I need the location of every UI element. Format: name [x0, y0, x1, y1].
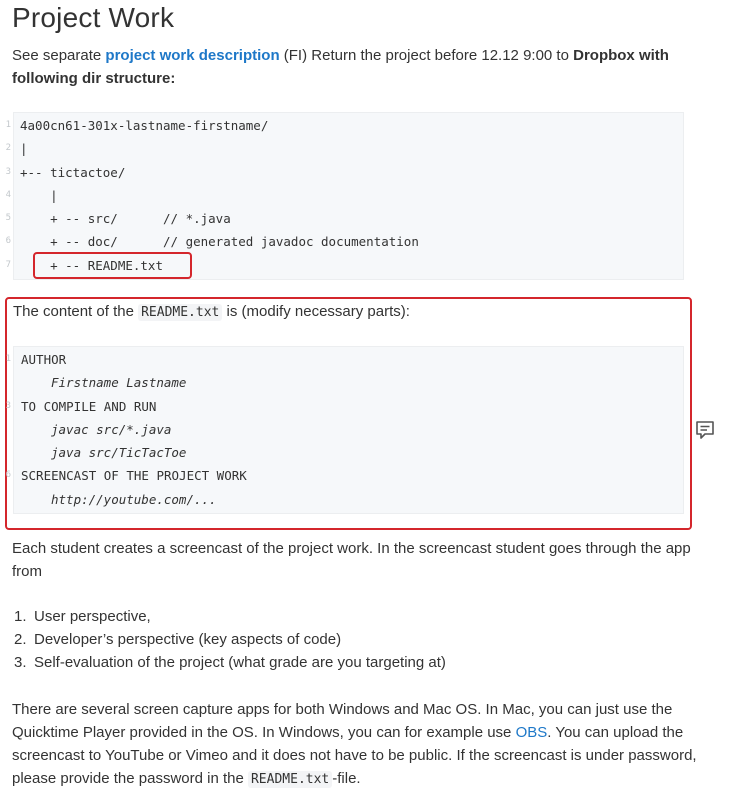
readme-code-block [5, 346, 684, 514]
intro-bold: Dropbox with following dir structure: [12, 47, 669, 87]
line-number: 1 [5, 120, 11, 130]
readme-highlight-box [33, 252, 192, 279]
screencast-paragraph: Each student creates a screencast of the project work. In the screencast student goes through the app from [12, 540, 691, 580]
code-text: | [20, 141, 28, 157]
line-number: 3 [5, 400, 11, 411]
code-line [5, 114, 683, 137]
line-number: 7 [5, 259, 11, 270]
code-text: TO COMPILE AND RUN [21, 398, 157, 414]
line-number: 2 [5, 143, 11, 154]
para2-text2: . You can upload the screencast to YouTube or Vimeo and it does not have to be public. If the screencast is under password, please provide the password in the [12, 724, 697, 787]
code-line [5, 184, 683, 207]
code-text: Firstname Lastname [51, 375, 187, 391]
code-text: SCREENCAST OF THE PROJECT WORK [21, 468, 247, 484]
code-text: http://youtube.com/... [51, 491, 217, 507]
intro-after-link: (FI) Return the project before 12.12 9:00 to [279, 47, 574, 64]
inline-code-readme-file: README.txt [248, 771, 332, 788]
code-line [5, 161, 683, 184]
list-text: Self-evaluation of the project (what grade are you targeting at) [34, 654, 446, 671]
code-text: + -- src/ // *.java [20, 211, 231, 227]
code-text: java src/TicTacToe [51, 445, 187, 461]
list-text: Developer’s perspective (key aspects of code) [34, 631, 342, 648]
code-line [5, 137, 683, 160]
para2-text1: There are several screen capture apps for both Windows and Mac OS. In Mac, you can just use the Quicktime Player provided in the OS. In Windows, you can for example use [12, 701, 673, 741]
code-text: | [20, 187, 58, 203]
project-description-link[interactable]: project work description [105, 47, 280, 64]
line-number: 6 [5, 236, 11, 247]
code-text: javac src/*.java [51, 421, 172, 437]
code-text: + -- README.txt [20, 257, 163, 273]
readme-content-intro [13, 300, 410, 325]
readme-intro-suffix: is (modify necessary parts): [222, 303, 410, 320]
steps-list [14, 605, 446, 674]
code-text: AUTHOR [21, 352, 67, 367]
code-line [14, 418, 683, 441]
list-item [14, 628, 446, 651]
list-item [14, 605, 446, 628]
intro-prefix: See separate [12, 47, 106, 64]
code-text: +-- tictactoe/ [20, 164, 126, 180]
code-text: 4a00cn61-301x-lastname-firstname/ [20, 118, 269, 133]
code-line [14, 488, 683, 511]
line-number: 1 [5, 354, 11, 364]
code-line [5, 395, 683, 418]
list-number: 3. [14, 654, 27, 671]
line-number: 6 [5, 470, 11, 481]
code-text: + -- doc/ // generated javadoc documentation [20, 234, 419, 250]
code-line [5, 464, 683, 487]
inline-code-readme: README.txt [138, 304, 222, 321]
code-line [5, 207, 683, 230]
list-number: 2. [14, 631, 27, 648]
code-line [5, 348, 683, 371]
list-item [14, 651, 446, 674]
screen-capture-paragraph [12, 698, 702, 791]
line-number: 3 [5, 166, 11, 177]
readme-intro-prefix: The content of the [13, 303, 139, 320]
list-text: User perspective, [34, 608, 151, 625]
code-line [14, 371, 683, 394]
code-line [5, 230, 683, 253]
line-number: 4 [5, 189, 11, 200]
para2-text3: -file. [332, 770, 361, 787]
obs-link[interactable]: OBS [515, 724, 548, 741]
comment-icon[interactable] [694, 419, 716, 441]
list-number: 1. [14, 608, 27, 625]
page-title: Project Work [12, 2, 175, 33]
code-line [14, 441, 683, 464]
intro-paragraph [12, 44, 702, 90]
line-number: 5 [5, 213, 11, 224]
